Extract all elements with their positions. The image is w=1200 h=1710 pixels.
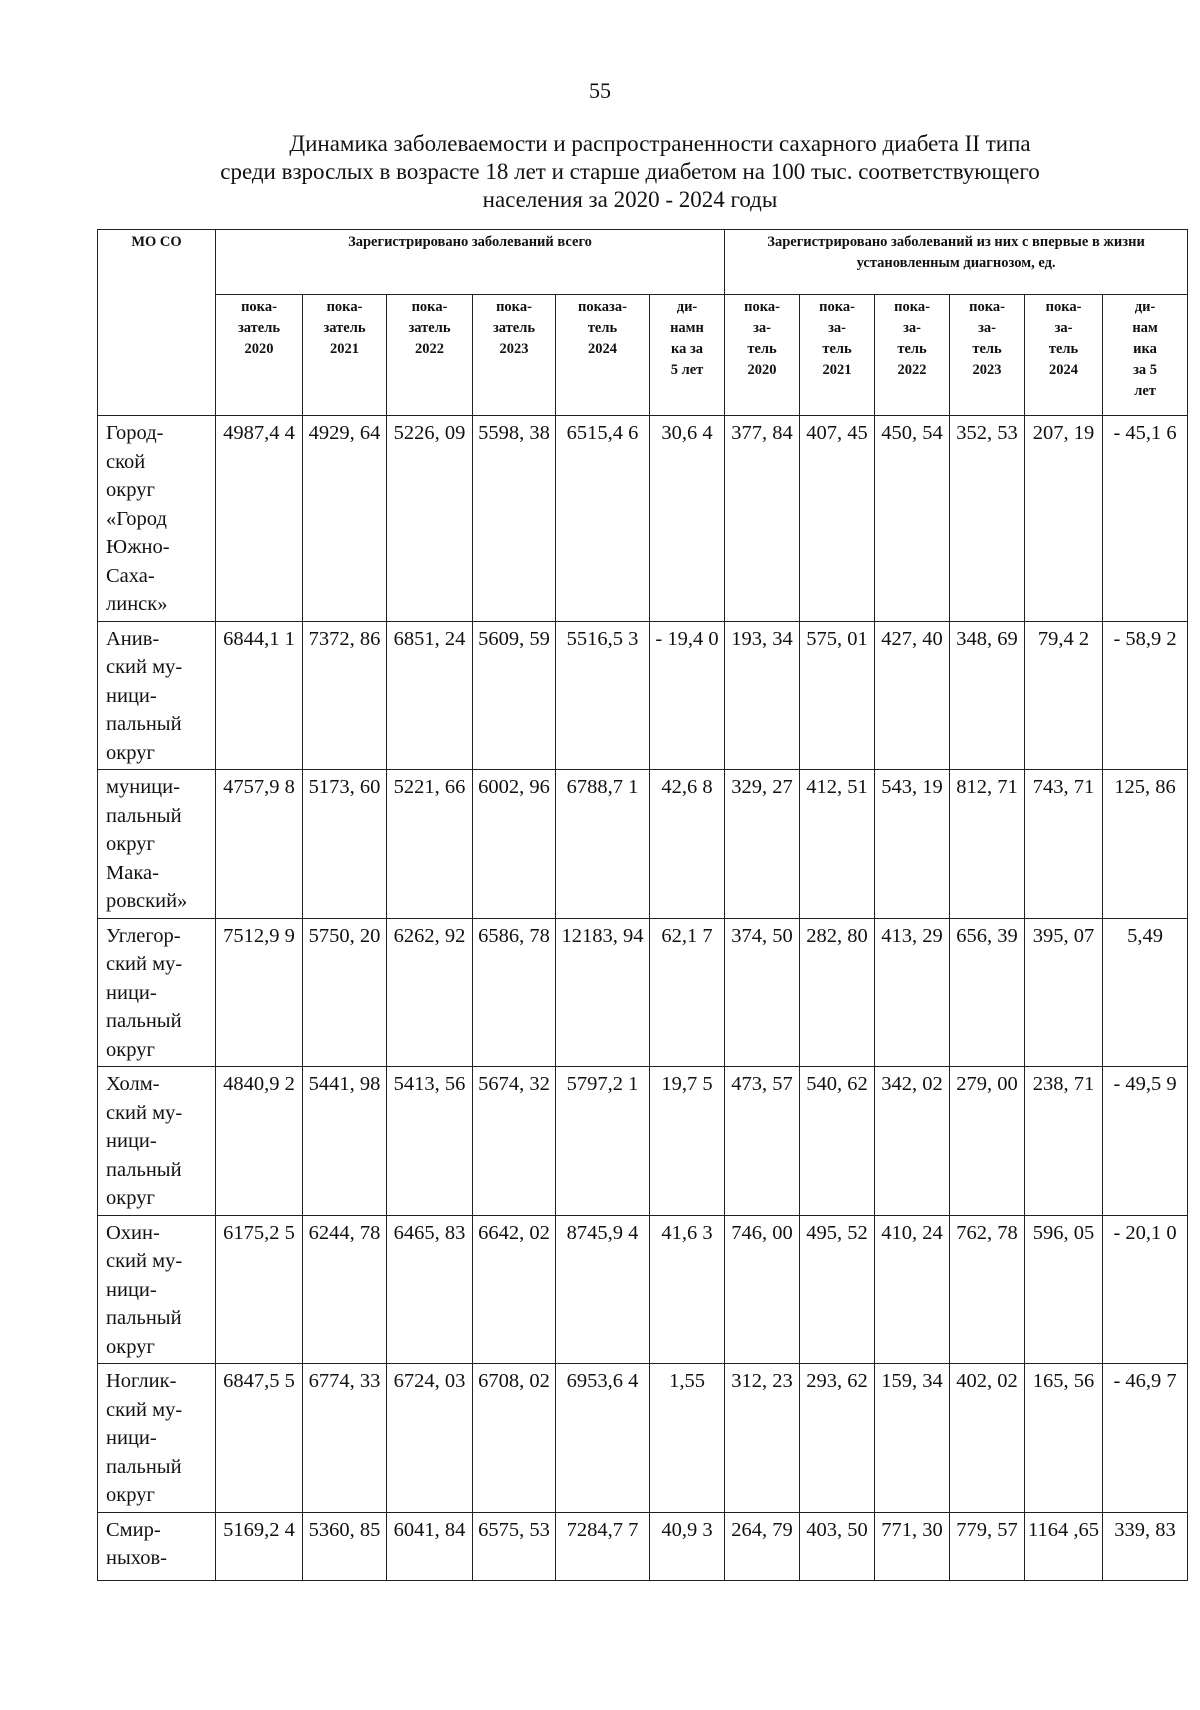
table-cell: 374, 50 <box>725 918 800 1067</box>
table-cell: 62,1 7 <box>650 918 725 1067</box>
table-cell: 6175,2 5 <box>216 1215 303 1364</box>
table-cell: 159, 34 <box>875 1364 950 1513</box>
table-cell: 5441, 98 <box>303 1067 387 1216</box>
table-cell: 6041, 84 <box>387 1512 473 1580</box>
row-municipality-name: муници- пальный округ Мака- ровский» <box>98 770 216 919</box>
table-cell: 1164 ,65 <box>1025 1512 1103 1580</box>
table-cell: 771, 30 <box>875 1512 950 1580</box>
title-line-3: населения за 2020 - 2024 годы <box>482 187 778 212</box>
table-cell: 473, 57 <box>725 1067 800 1216</box>
header-col: пока- за- тель 2022 <box>875 295 950 416</box>
table-cell: 312, 23 <box>725 1364 800 1513</box>
table-cell: 264, 79 <box>725 1512 800 1580</box>
table-cell: 812, 71 <box>950 770 1025 919</box>
table-cell: 743, 71 <box>1025 770 1103 919</box>
table-cell: - 19,4 0 <box>650 621 725 770</box>
table-header-row-columns <box>98 295 1188 416</box>
table-cell: 6465, 83 <box>387 1215 473 1364</box>
table-cell: 329, 27 <box>725 770 800 919</box>
table-cell: 495, 52 <box>800 1215 875 1364</box>
header-col: пока- затель 2020 <box>216 295 303 416</box>
table-row <box>98 918 1188 1067</box>
table-cell: 19,7 5 <box>650 1067 725 1216</box>
table-cell: 402, 02 <box>950 1364 1025 1513</box>
table-cell: 165, 56 <box>1025 1364 1103 1513</box>
table-cell: - 49,5 9 <box>1103 1067 1188 1216</box>
table-cell: 5516,5 3 <box>556 621 650 770</box>
table-cell: 348, 69 <box>950 621 1025 770</box>
table-cell: 30,6 4 <box>650 416 725 622</box>
document-title <box>120 130 1140 214</box>
table-body <box>98 416 1188 1581</box>
title-line-2: среди взрослых в возрасте 18 лет и старше диабетом на 100 тыс. соответствующего <box>220 159 1040 184</box>
table-cell: 6244, 78 <box>303 1215 387 1364</box>
row-municipality-name: Ноглик- ский му- ници- пальный округ <box>98 1364 216 1513</box>
table-row <box>98 416 1188 622</box>
table-cell: - 45,1 6 <box>1103 416 1188 622</box>
table-cell: 1,55 <box>650 1364 725 1513</box>
table-cell: 5674, 32 <box>473 1067 556 1216</box>
header-col: ди- нам ика за 5 лет <box>1103 295 1188 416</box>
table-cell: 279, 00 <box>950 1067 1025 1216</box>
table-cell: 6002, 96 <box>473 770 556 919</box>
table-cell: - 58,9 2 <box>1103 621 1188 770</box>
table-row <box>98 1067 1188 1216</box>
table-cell: 6708, 02 <box>473 1364 556 1513</box>
table-cell: 238, 71 <box>1025 1067 1103 1216</box>
table-cell: 543, 19 <box>875 770 950 919</box>
table-cell: 6575, 53 <box>473 1512 556 1580</box>
table-cell: 412, 51 <box>800 770 875 919</box>
header-col: пока- за- тель 2024 <box>1025 295 1103 416</box>
table-cell: 6851, 24 <box>387 621 473 770</box>
title-line-1: Динамика заболеваемости и распространенности сахарного диабета II типа <box>289 131 1031 156</box>
header-col: ди- намн ка за 5 лет <box>650 295 725 416</box>
table-cell: 7372, 86 <box>303 621 387 770</box>
table-cell: 656, 39 <box>950 918 1025 1067</box>
header-col: пока- затель 2023 <box>473 295 556 416</box>
table-cell: 207, 19 <box>1025 416 1103 622</box>
table-cell: 407, 45 <box>800 416 875 622</box>
table-cell: 779, 57 <box>950 1512 1025 1580</box>
table-cell: 5226, 09 <box>387 416 473 622</box>
table-row <box>98 1364 1188 1513</box>
header-col: пока- за- тель 2023 <box>950 295 1025 416</box>
header-mo-co: МО СО <box>98 230 216 416</box>
table-cell: 342, 02 <box>875 1067 950 1216</box>
table-cell: 7512,9 9 <box>216 918 303 1067</box>
table-cell: 8745,9 4 <box>556 1215 650 1364</box>
table-cell: 7284,7 7 <box>556 1512 650 1580</box>
row-municipality-name: Смир- ныхов- <box>98 1512 216 1580</box>
table-cell: 6953,6 4 <box>556 1364 650 1513</box>
header-col: пока- затель 2022 <box>387 295 473 416</box>
table-cell: 339, 83 <box>1103 1512 1188 1580</box>
table-cell: 42,6 8 <box>650 770 725 919</box>
table-cell: 5797,2 1 <box>556 1067 650 1216</box>
table-row <box>98 1215 1188 1364</box>
table-cell: 4929, 64 <box>303 416 387 622</box>
table-cell: 5173, 60 <box>303 770 387 919</box>
header-group-first-time: Зарегистрировано заболеваний из них с впервые в жизни установленным диагнозом, ед. <box>725 230 1188 295</box>
table-cell: 6515,4 6 <box>556 416 650 622</box>
table-cell: 395, 07 <box>1025 918 1103 1067</box>
table-cell: 5169,2 4 <box>216 1512 303 1580</box>
table-cell: 5221, 66 <box>387 770 473 919</box>
table-cell: 5609, 59 <box>473 621 556 770</box>
table-cell: 12183, 94 <box>556 918 650 1067</box>
table-cell: 352, 53 <box>950 416 1025 622</box>
header-col: пока- затель 2021 <box>303 295 387 416</box>
table-cell: 762, 78 <box>950 1215 1025 1364</box>
row-municipality-name: Холм- ский му- ници- пальный округ <box>98 1067 216 1216</box>
table-cell: 6642, 02 <box>473 1215 556 1364</box>
table-cell: 575, 01 <box>800 621 875 770</box>
table-cell: 125, 86 <box>1103 770 1188 919</box>
table-cell: 377, 84 <box>725 416 800 622</box>
table-cell: 282, 80 <box>800 918 875 1067</box>
table-cell: 6262, 92 <box>387 918 473 1067</box>
table-cell: 6847,5 5 <box>216 1364 303 1513</box>
row-municipality-name: Анив- ский му- ници- пальный округ <box>98 621 216 770</box>
row-municipality-name: Город- ской округ «Город Южно- Саха- линск» <box>98 416 216 622</box>
table-cell: 40,9 3 <box>650 1512 725 1580</box>
table-cell: 596, 05 <box>1025 1215 1103 1364</box>
diabetes-statistics-table <box>97 229 1188 1581</box>
table-cell: 5413, 56 <box>387 1067 473 1216</box>
table-cell: - 20,1 0 <box>1103 1215 1188 1364</box>
table-cell: 193, 34 <box>725 621 800 770</box>
table-cell: 293, 62 <box>800 1364 875 1513</box>
table-row <box>98 621 1188 770</box>
table-cell: 6788,7 1 <box>556 770 650 919</box>
table-cell: 4757,9 8 <box>216 770 303 919</box>
table-cell: 746, 00 <box>725 1215 800 1364</box>
header-col: показа- тель 2024 <box>556 295 650 416</box>
table-cell: 4987,4 4 <box>216 416 303 622</box>
page-number: 55 <box>589 78 611 103</box>
table-cell: 4840,9 2 <box>216 1067 303 1216</box>
table-cell: 6724, 03 <box>387 1364 473 1513</box>
table-cell: 413, 29 <box>875 918 950 1067</box>
row-municipality-name: Охин- ский му- ници- пальный округ <box>98 1215 216 1364</box>
table-cell: 6844,1 1 <box>216 621 303 770</box>
table-row <box>98 770 1188 919</box>
header-group-total: Зарегистрировано заболеваний всего <box>216 230 725 295</box>
table-cell: 5750, 20 <box>303 918 387 1067</box>
table-cell: 410, 24 <box>875 1215 950 1364</box>
table-cell: 5360, 85 <box>303 1512 387 1580</box>
table-cell: 79,4 2 <box>1025 621 1103 770</box>
table-cell: 6586, 78 <box>473 918 556 1067</box>
table-cell: 5,49 <box>1103 918 1188 1067</box>
table-cell: 540, 62 <box>800 1067 875 1216</box>
table-cell: 6774, 33 <box>303 1364 387 1513</box>
row-municipality-name: Углегор- ский му- ници- пальный округ <box>98 918 216 1067</box>
table-cell: 403, 50 <box>800 1512 875 1580</box>
table-cell: 41,6 3 <box>650 1215 725 1364</box>
header-col: пока- за- тель 2020 <box>725 295 800 416</box>
table-header-row-groups <box>98 230 1188 295</box>
header-col: пока- за- тель 2021 <box>800 295 875 416</box>
table-cell: 5598, 38 <box>473 416 556 622</box>
table-row <box>98 1512 1188 1580</box>
table-cell: - 46,9 7 <box>1103 1364 1188 1513</box>
table-cell: 427, 40 <box>875 621 950 770</box>
table-cell: 450, 54 <box>875 416 950 622</box>
